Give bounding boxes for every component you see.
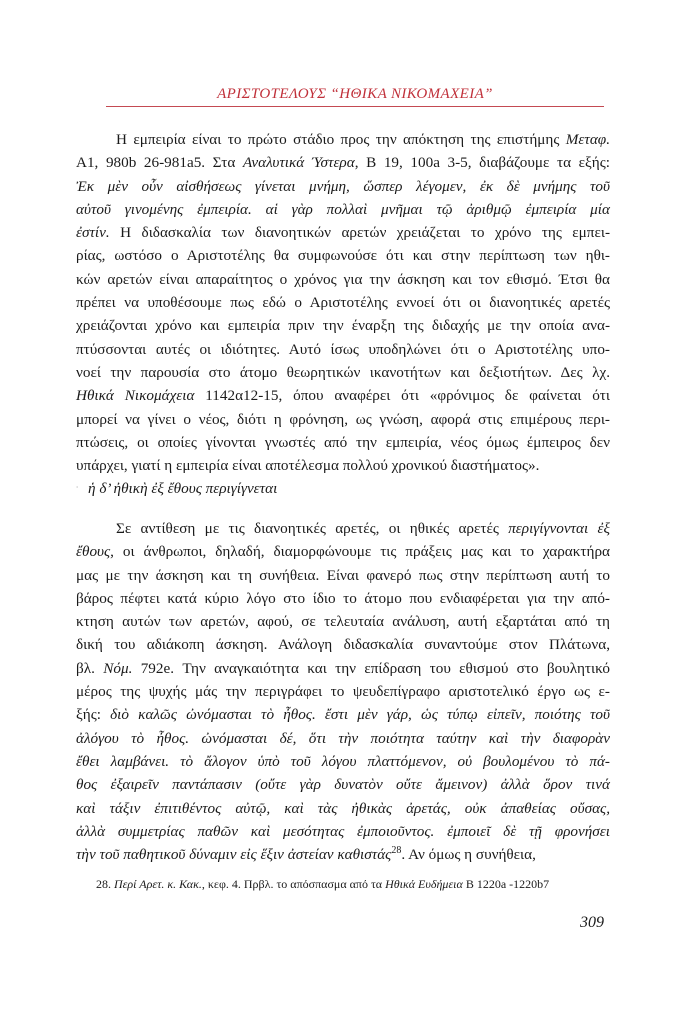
- text-run: μας με την άσκηση και τη συνήθεια. Είναι φανερό πως στην περίπτωση αυτή το: [76, 566, 610, 584]
- text-run: ρίας, ωστόσο ο Αριστοτέλης θα συμφωνούσε ότι και στην περίπτωση των ηθι-: [76, 247, 610, 265]
- italic-run: Ἐκ μὲν οὖν αἰσθήσεως γίνεται μνήμη, ὥσπερ λέγομεν, ἐκ δὲ μνήμης τοῦ: [76, 177, 610, 195]
- text-line: [76, 198, 610, 221]
- text-line: [76, 797, 610, 820]
- text-run: βλ.: [76, 659, 104, 677]
- text-run: Η εμπειρία είναι το πρώτο στάδιο προς την απόκτηση της επιστήμης: [116, 131, 566, 148]
- italic-run: ἔθει λαμβάνει. τὸ ἄλογον ὑπὸ τοῦ λόγου πλαττόμενον, οὐ βουλομένου τὸ πά-: [76, 752, 610, 770]
- text-run: μπορεί να γίνει ο νέος, διότι η φρόνηση, ως γνώση, αφορά στις επιμέρους περι-: [76, 410, 610, 428]
- text-line: [76, 175, 610, 198]
- text-run: νοεί την παρουσία στο άτομο θεωρητικών ικανοτήτων και δεξιοτήτων. Δες λχ.: [76, 363, 610, 381]
- footnote-ref: 28: [391, 845, 402, 857]
- text-run: ξής:: [76, 706, 111, 724]
- text-line: [76, 314, 610, 337]
- text-run: Η διδασκαλία των διανοητικών αρετών χρειάζεται το χρόνο της εμπει-: [109, 224, 610, 242]
- italic-run: διὸ καλῶς ὠνόμασται τὸ ἦθος. ἔστι μὲν γάρ, ὡς τύπῳ εἰπεῖν, ποιότης τοῦ: [110, 706, 610, 724]
- text-run: , οι άνθρωποι, δηλαδή, διαμορφώνουμε τις πράξεις μας και το χαρακτήρα: [110, 543, 610, 561]
- text-line: [76, 773, 610, 796]
- text-run: πτώσεις, οι οποίες γίνονται γνωστές από την εμπειρία, νέος όμως έμπειρος δεν: [76, 433, 610, 451]
- italic-run: θος ἐξαιρεῖν παντάπασιν (οὔτε γὰρ δυνατὸν οὔτε ἄμεινον) ἀλλὰ ὅρον τινά: [76, 776, 610, 794]
- text-line: [76, 680, 610, 703]
- text-run: Α1, 980b 26-981a5. Στα: [76, 154, 243, 172]
- section-heading-text: ἡ δ’ ἠθικὴ ἐξ ἔθους περιγίγνεται: [88, 480, 278, 497]
- text-run: , κεφ. 4. Πρβλ. το απόσπασμα από τα: [201, 877, 386, 891]
- text-line: [76, 151, 610, 174]
- text-line: [76, 361, 610, 384]
- text-line: [76, 244, 610, 267]
- text-run: υπάρχει, γιατί η εμπειρία είναι αποτέλεσμα πολλού χρονικού διαστήματος».: [76, 457, 540, 475]
- text-line: [76, 657, 610, 680]
- text-run: χρειάζονται χρόνο και εμπειρία πριν την έναρξη της διδαχής με την οποία ανα-: [76, 317, 610, 335]
- text-line: [76, 408, 610, 431]
- text-line: [76, 633, 610, 656]
- italic-run: ἀλλὰ συμμετρίας παθῶν καὶ μεσότητας ἐμποιοῦντος. ἐμποιεῖ δὲ τῇ φρονήσει: [76, 822, 610, 840]
- paragraph-2: [76, 517, 610, 866]
- text-run: κών αρετών είναι απαραίτητος ο χρόνος για την άσκηση και τον εθισμό. Έτσι θα: [76, 270, 610, 288]
- text-run: Β 1220a -1220b7: [462, 877, 550, 891]
- text-line: [76, 454, 610, 477]
- text-run: δική του αδιάκοπη άσκηση. Ανάλογη διδασκαλία συναντούμε στον Πλάτωνα,: [76, 636, 610, 654]
- text-line: [76, 610, 610, 633]
- text-line: [76, 338, 610, 361]
- margin-mark: ·: [76, 483, 78, 492]
- text-line: [76, 820, 610, 843]
- footnote-number: 28.: [96, 877, 111, 891]
- text-line: [76, 750, 610, 773]
- text-line: [76, 268, 610, 291]
- italic-run: καὶ τάξιν ἐπιτιθέντος αὐτῷ, καὶ τὰς ἠθικὰς ἀρετάς, οὐκ ἀπαθείας οὔσας,: [76, 799, 610, 817]
- paragraph-1: [76, 128, 610, 477]
- text-run: βάρος πέφτει κατά κύριο λόγο στο ίδιο το άτομο που ενδιαφέρεται για την από-: [76, 589, 610, 607]
- footnote-28: [96, 877, 549, 892]
- text-run: μέρος της ψυχής μάς την περιγράφει το ψευδεπίγραφο αριστοτελικό έργο ως ε-: [76, 683, 610, 701]
- text-run: κτηση αυτών των αρετών, αφού, σε τελευταία ανάλυση, αυτή εξαρτάται από τη: [76, 613, 610, 631]
- italic-run: Ηθικά Νικομάχεια: [76, 387, 195, 405]
- text-line: [76, 517, 610, 540]
- text-run: πρέπει να υποθέσουμε πως εδώ ο Αριστοτέλης εννοεί ότι οι διανοητικές αρετές: [76, 294, 610, 312]
- text-run: 1142α12-15, όπου αναφέρει ότι «φρόνιμος δε φαίνεται ότι: [194, 387, 610, 405]
- running-head-rule: [106, 106, 604, 107]
- italic-run: αὐτοῦ γινομένης ἐμπειρία. αἱ γὰρ πολλαὶ μνῆμαι τῷ ἀριθμῷ ἐμπειρία μία: [76, 200, 610, 218]
- italic-run: ἐστίν.: [76, 224, 110, 242]
- italic-run: τὴν τοῦ παθητικοῦ δύναμιν εἰς ἕξιν ἀστείαν καθιστάς: [76, 846, 392, 864]
- text-line: [76, 564, 610, 587]
- text-line: [76, 221, 610, 244]
- text-line: [76, 384, 610, 407]
- italic-run: Μεταφ.: [565, 131, 610, 148]
- italic-run: Περί Αρετ. κ. Κακ.: [114, 877, 202, 891]
- italic-run: Αναλυτικά Ύστερα: [242, 154, 355, 172]
- italic-run: ἔθους: [76, 543, 111, 561]
- page-number: 309: [580, 914, 604, 931]
- italic-run: περιγίγνονται ἐξ: [508, 520, 610, 537]
- text-line: [76, 587, 610, 610]
- text-line: [76, 128, 610, 151]
- text-line: [76, 703, 610, 726]
- text-run: , Β 19, 100a 3-5, διαβάζουμε τα εξής:: [354, 154, 610, 172]
- italic-run: ἀλόγου τὸ ἦθος. ὠνόμασται δέ, ὅτι τὴν ποιότητα ταύτην καὶ τὴν διαφορὰν: [76, 729, 610, 747]
- text-run: 792e. Την αναγκαιότητα και την επίδραση του εθισμού στο βουλητικό: [132, 659, 611, 677]
- running-head: ΑΡΙΣΤΟΤΕΛΟΥΣ “ΗΘΙΚΑ ΝΙΚΟΜΑΧΕΙΑ”: [217, 86, 493, 102]
- text-line: [76, 540, 610, 563]
- italic-run: Ηθικά Ευδήμεια: [385, 877, 463, 891]
- text-line: [76, 291, 610, 314]
- text-run: πτύσσονται αυτές οι ιδιότητες. Αυτό ίσως υποδηλώνει ότι ο Αριστοτέλης υπο-: [76, 340, 610, 358]
- text-run: . Αν όμως η συνήθεια,: [401, 846, 536, 864]
- text-line: [76, 431, 610, 454]
- text-run: Σε αντίθεση με τις διανοητικές αρετές, οι ηθικές αρετές: [116, 520, 509, 537]
- italic-run: Νόμ.: [103, 659, 133, 677]
- section-heading: [76, 480, 278, 498]
- text-line: [76, 843, 610, 866]
- text-line: [76, 727, 610, 750]
